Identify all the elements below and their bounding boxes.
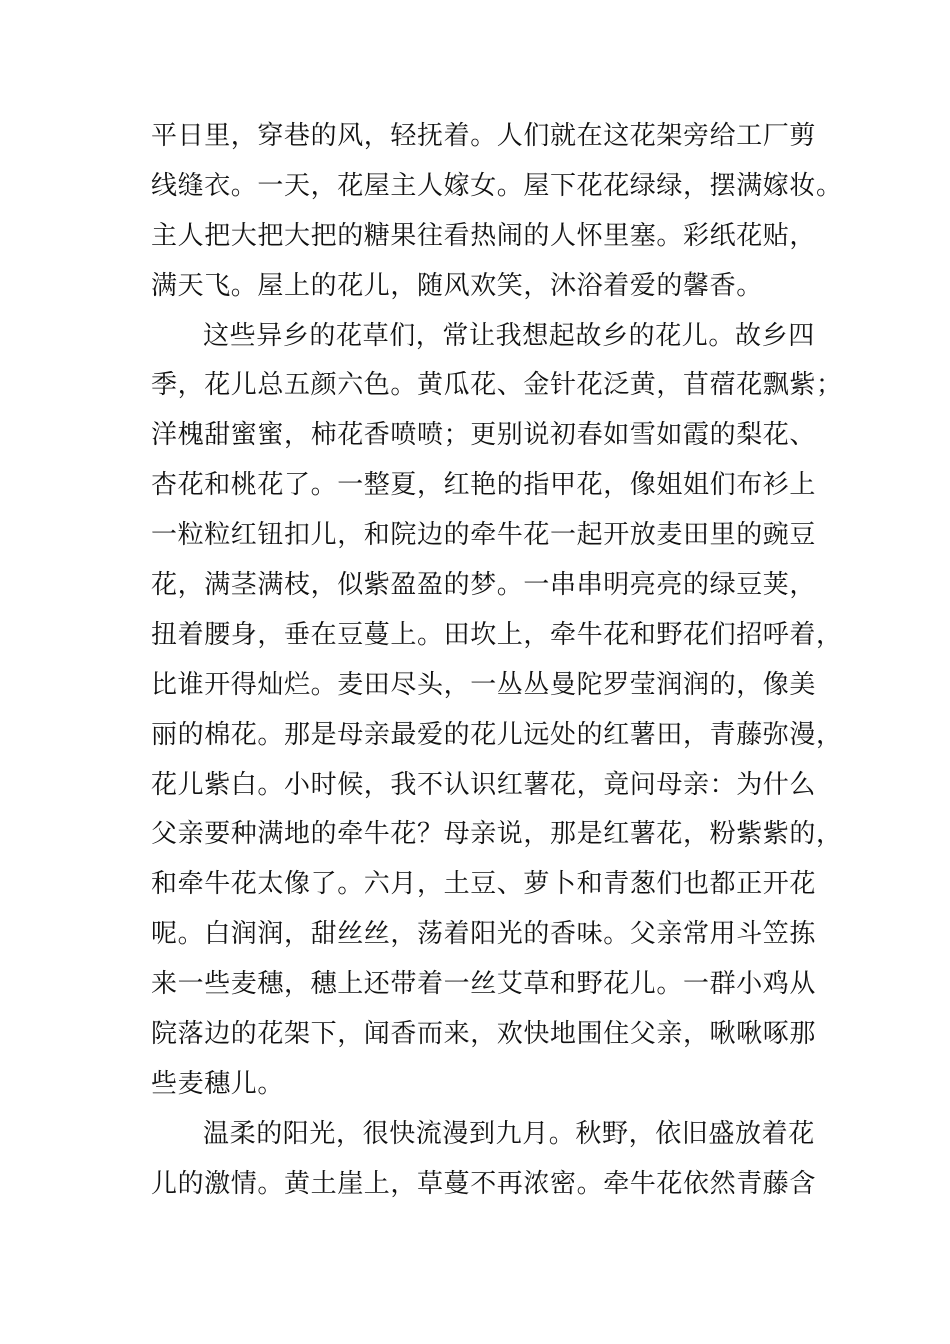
text-line: 季，花儿总五颜六色。黄瓜花、金针花泛黄，苜蓿花飘紫； <box>151 370 843 401</box>
document-body <box>0 112 950 1210</box>
text-line: 花儿紫白。小时候，我不认识红薯花，竟问母亲：为什么 <box>151 769 817 800</box>
text-line: 些麦穗儿。 <box>151 1068 285 1099</box>
text-line: 满天飞。屋上的花儿，随风欢笑，沐浴着爱的馨香。 <box>151 270 763 301</box>
text-line: 一粒粒红钮扣儿，和院边的牵牛花一起开放麦田里的豌豆 <box>151 520 817 551</box>
text-line: 扭着腰身，垂在豆蔓上。田坎上，牵牛花和野花们招呼着， <box>151 619 843 650</box>
text-line: 线缝衣。一天，花屋主人嫁女。屋下花花绿绿，摆满嫁妆。 <box>151 170 843 201</box>
text-line: 来一些麦穗，穗上还带着一丝艾草和野花儿。一群小鸡从 <box>151 969 817 1000</box>
text-line: 这些异乡的花草们，常让我想起故乡的花儿。故乡四 <box>203 320 815 351</box>
text-line: 温柔的阳光，很快流漫到九月。秋野，依旧盛放着花 <box>203 1118 815 1149</box>
text-line: 呢。白润润，甜丝丝，荡着阳光的香味。父亲常用斗笠拣 <box>151 919 817 950</box>
text-line: 洋槐甜蜜蜜，柿花香喷喷；更别说初春如雪如霞的梨花、 <box>151 420 817 451</box>
text-line: 院落边的花架下，闻香而来，欢快地围住父亲，啾啾啄那 <box>151 1019 817 1050</box>
text-line: 主人把大把大把的糖果往看热闹的人怀里塞。彩纸花贴， <box>151 220 817 251</box>
text-line: 父亲要种满地的牵牛花？母亲说，那是红薯花，粉紫紫的， <box>151 819 843 850</box>
text-line: 比谁开得灿烂。麦田尽头，一丛丛曼陀罗莹润润的，像美 <box>151 669 817 700</box>
text-line: 丽的棉花。那是母亲最爱的花儿远处的红薯田，青藤弥漫， <box>151 719 843 750</box>
text-line: 儿的激情。黄土崖上，草蔓不再浓密。牵牛花依然青藤含 <box>151 1168 817 1199</box>
text-line: 平日里，穿巷的风，轻抚着。人们就在这花架旁给工厂剪 <box>151 121 817 151</box>
text-line: 杏花和桃花了。一整夏，红艳的指甲花，像姐姐们布衫上 <box>151 470 817 501</box>
text-line: 和牵牛花太像了。六月，土豆、萝卜和青葱们也都正开花 <box>151 869 817 900</box>
text-line: 花，满茎满枝，似紫盈盈的梦。一串串明亮亮的绿豆荚， <box>151 570 817 601</box>
